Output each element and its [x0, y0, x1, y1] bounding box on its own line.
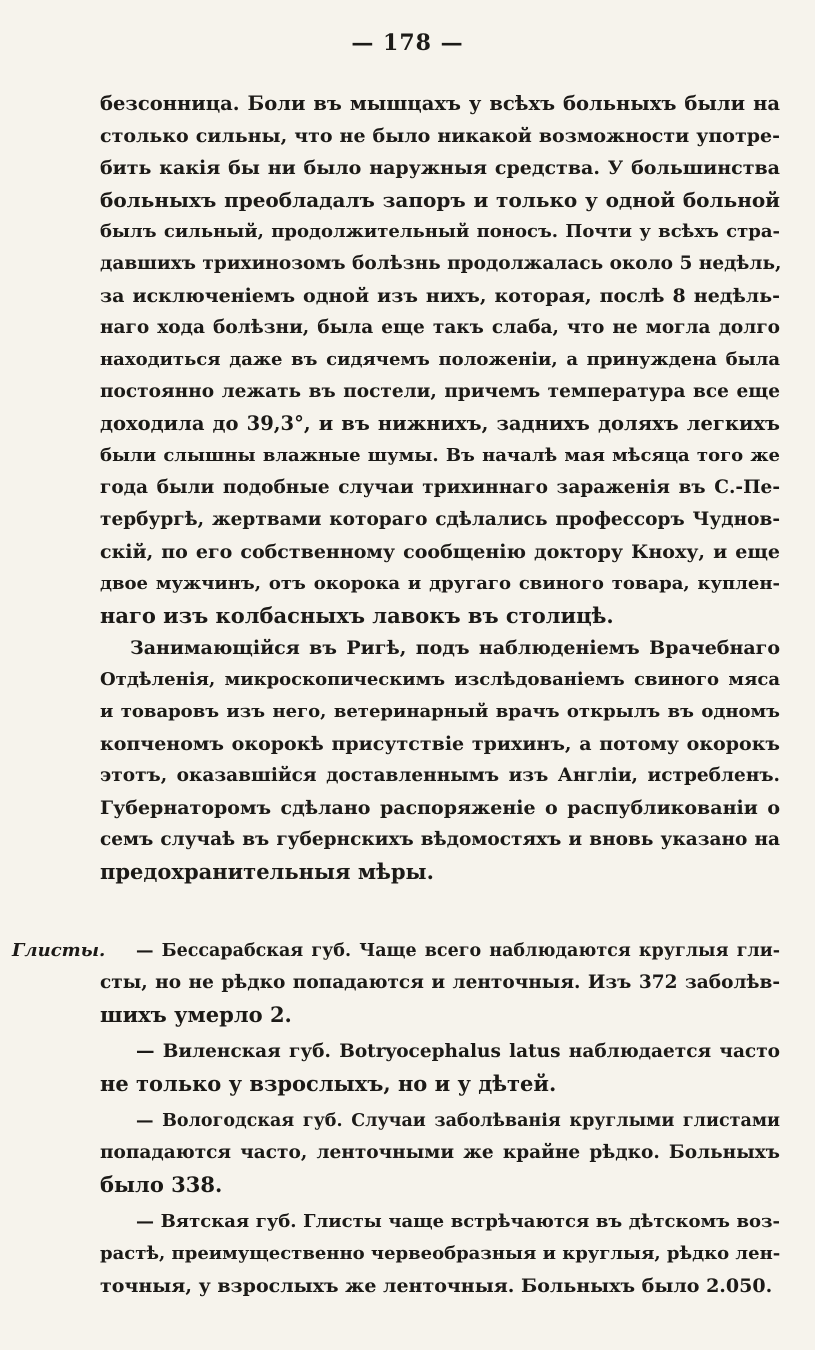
text-line: Губернаторомъ сдѣлано распоряженіе о распубликованіи о [100, 797, 780, 819]
text-line: Отдѣленія, микроскопическимъ изслѣдованіемъ свиного мяса [100, 669, 780, 690]
text-line: точныя, у взрослыхъ же ленточныя. Больныхъ было 2.050. [100, 1275, 773, 1297]
text-line: — Виленская губ. Botryocephalus latus наблюдается часто [136, 1041, 780, 1062]
text-line: предохранительныя мѣры. [100, 859, 434, 884]
text-line: семъ случаѣ въ губернскихъ вѣдомостяхъ и вновь указано на [100, 829, 780, 850]
text-line: было 338. [100, 1172, 223, 1197]
text-line: доходила до 39,3°, и въ нижнихъ, заднихъ доляхъ легкихъ [100, 412, 780, 435]
text-line: за исключеніемъ одной изъ нихъ, которая, послѣ 8 недѣль- [100, 285, 780, 307]
text-line: — Вологодская губ. Случаи заболѣванія круглыми глистами [136, 1111, 780, 1131]
text-line: скій, по его собственному сообщенію доктору Кноху, и еще [100, 541, 780, 563]
text-line: безсонница. Боли въ мышцахъ у всѣхъ больныхъ были на [100, 92, 780, 115]
text-line: попадаются часто, ленточными же крайне рѣдко. Больныхъ [100, 1142, 780, 1163]
text-line: года были подобные случаи трихиннаго зараженія въ С.-Пе- [100, 477, 780, 498]
text-line: копченомъ окорокѣ присутствіе трихинъ, а потому окорокъ [100, 733, 780, 755]
text-line: не только у взрослыхъ, но и у дѣтей. [100, 1071, 557, 1096]
text-line: бить какія бы ни было наружныя средства. У большинства [100, 157, 780, 179]
text-line: сты, но не рѣдко попадаются и ленточныя. Изъ 372 заболѣв- [100, 972, 780, 993]
text-line: этотъ, оказавшійся доставленнымъ изъ Англіи, истребленъ. [100, 765, 780, 786]
text-line: растѣ, преимущественно червеобразныя и круглыя, рѣдко лен- [100, 1243, 781, 1264]
text-line: больныхъ преобладалъ запоръ и только у одной больной [100, 188, 780, 212]
margin-note: Глисты. [12, 940, 106, 961]
text-line: былъ сильный, продолжительный поносъ. Почти у всѣхъ стра- [100, 221, 780, 242]
text-line: шихъ умерло 2. [100, 1002, 292, 1027]
text-line: давшихъ трихинозомъ болѣзнь продолжалась около 5 недѣль, [100, 253, 782, 274]
text-line: были слышны влажные шумы. Въ началѣ мая мѣсяца того же [100, 445, 780, 466]
text-line: — Вятская губ. Глисты чаще встрѣчаются въ дѣтскомъ воз- [136, 1211, 780, 1232]
text-line: постоянно лежать въ постели, причемъ температура все еще [100, 381, 780, 402]
text-line: и товаровъ изъ него, ветеринарный врачъ открылъ въ одномъ [100, 701, 780, 722]
text-line: наго изъ колбасныхъ лавокъ въ столицѣ. [100, 603, 614, 628]
text-line: находиться даже въ сидячемъ положеніи, а принуждена была [100, 349, 780, 370]
text-line: столько сильны, что не было никакой возможности употре- [100, 125, 780, 147]
text-line: — Бессарабская губ. Чаще всего наблюдаются круглыя гли- [136, 941, 780, 961]
page-number: — 178 — [351, 30, 464, 56]
text-line: двое мужчинъ, отъ окорока и другаго свиного товара, куплен- [100, 573, 780, 594]
text-line: тербургѣ, жертвами котораго сдѣлались профессоръ Чуднов- [100, 509, 780, 530]
text-line: Занимающійся въ Ригѣ, подъ наблюденіемъ Врачебнаго [130, 637, 780, 659]
text-line: наго хода болѣзни, была еще такъ слаба, что не могла долго [100, 317, 780, 338]
